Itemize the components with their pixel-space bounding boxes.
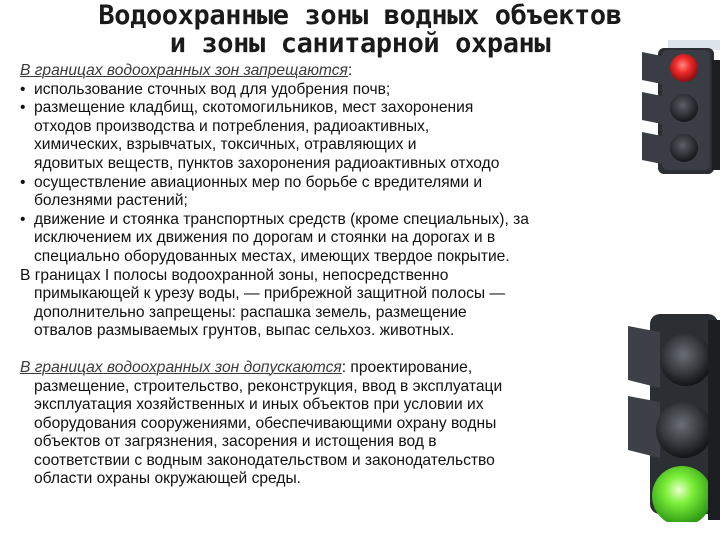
list-item: • движение и стоянка транспортных средств (кроме специальных), за (20, 210, 529, 228)
forbidden-heading: В границах водоохранных зон запрещаются (20, 62, 348, 79)
section-1-heading: В границах водоохранных зон запрещаются: (20, 62, 353, 79)
title-line-1: Водоохранные зоны водных объектов (98, 0, 622, 31)
page-title (0, 2, 720, 58)
section-2-heading: В границах водоохранных зон допускаются: проектирование, (20, 358, 473, 376)
list-item: • использование сточных вод для удобрения почв; (20, 80, 391, 98)
paragraph-first-line: В границах I полосы водоохранной зоны, непосредственно (20, 266, 449, 284)
document-body: В границах водоохранных зон запрещаются: • использование сточных вод для удобрения почв; • размещение кладбищ, скотомогильников, мест захоронения отходов производства и потребления, радиоактивных, химических, взрывчатых, токсичных, отравляющих и ядовитых веществ, пунктов захоронения радиоактивных отходо • осуществление авиационных мер по борьбе с вредителями и болезнями растений; • движение и стоянка транспортных средств (кроме специальных), за исключением их движения по дорогам и стоянки на дорогах и в специально оборудованных местах, имеющих твердое покрытие. В границах I полосы водоохранной зоны, непосредственно примыкающей к урезу воды, — прибрежной защитной полосы — дополнительно запрещены: распашка земель, размещение отвалов размываемых грунтов, выпас сельхоз. животных. В границах водоохранных зон допускаются: проектирование, размещение, строительство, реконструкция, ввод в эксплуатаци эксплуатация хозяйственных и иных объектов при условии их оборудования сооружениями, обеспечивающими охрану водны объектов от загрязнения, засорения и истощения вод в соответствии с водным законодательством и законодательство области охраны окружающей среды. (20, 62, 670, 489)
title-line-2: и зоны санитарной охраны (169, 28, 551, 59)
allowed-heading: В границах водоохранных зон допускаются (20, 358, 342, 376)
list-item: • осуществление авиационных мер по борьбе с вредителями и (20, 173, 483, 191)
list-item: • размещение кладбищ, скотомогильников, мест захоронения (20, 99, 474, 117)
spacer (20, 341, 670, 359)
